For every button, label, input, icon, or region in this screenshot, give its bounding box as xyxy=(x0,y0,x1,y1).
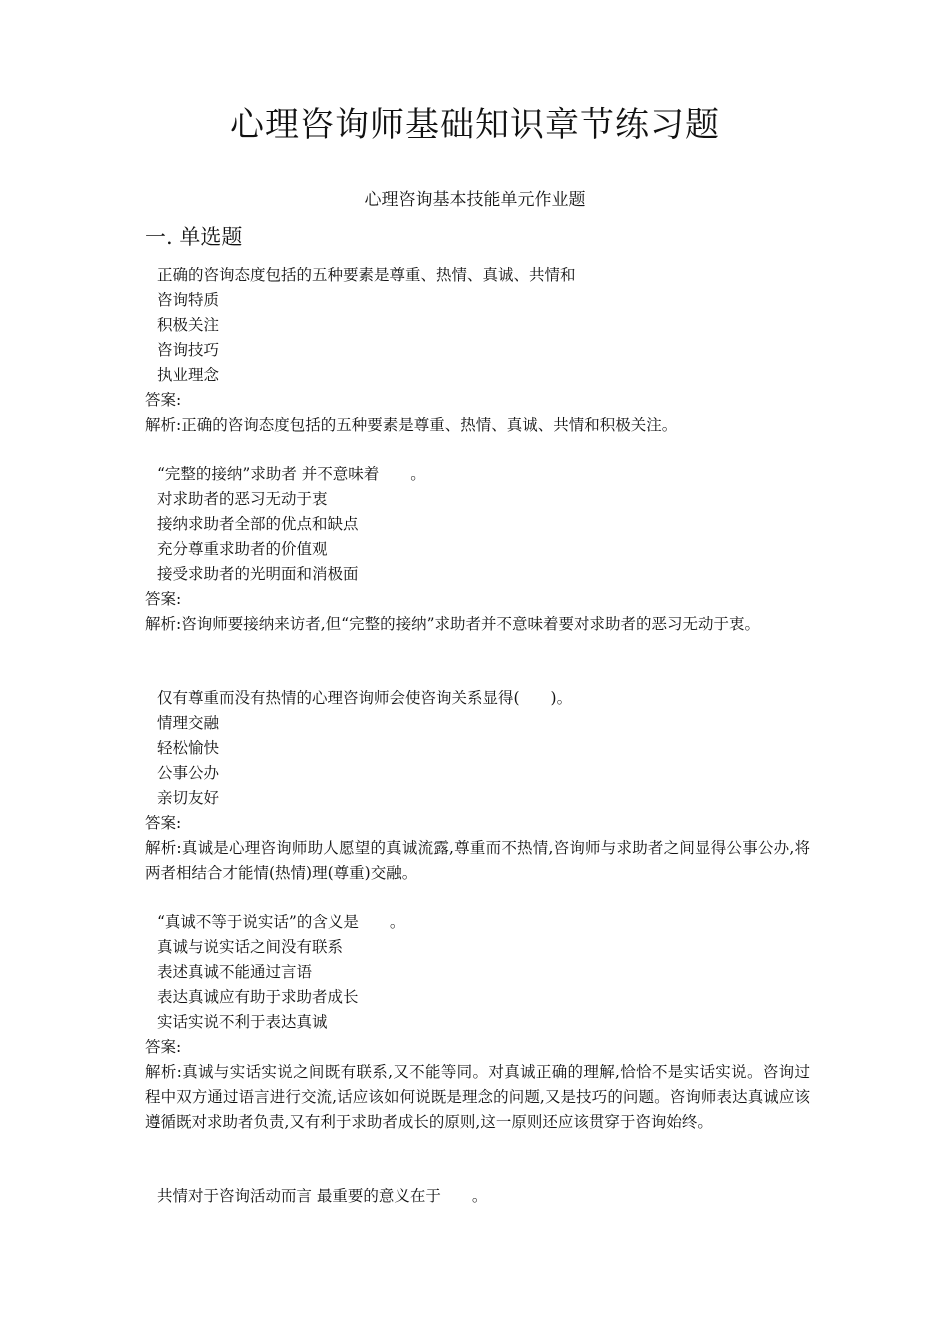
option-b: 轻松愉快 xyxy=(157,739,220,757)
option-a: 情理交融 xyxy=(157,714,220,732)
option-a: 咨询特质 xyxy=(157,291,220,309)
explanation: 解析:咨询师要接纳来访者,但“完整的接纳”求助者并不意味着要对求助者的恶习无动于衷。 xyxy=(145,615,761,633)
explanation: 解析:正确的咨询态度包括的五种要素是尊重、热情、真诚、共情和积极关注。 xyxy=(145,416,678,434)
option-b: 积极关注 xyxy=(157,316,220,334)
option-c: 充分尊重求助者的价值观 xyxy=(157,540,328,558)
question-3 xyxy=(0,686,950,886)
option-a: 真诚与说实话之间没有联系 xyxy=(157,938,344,956)
option-b: 接纳求助者全部的优点和缺点 xyxy=(157,515,359,533)
explanation: 解析:真诚是心理咨询师助人愿望的真诚流露,尊重而不热情,咨询师与求助者之间显得公事公办,将两者相结合才能情(热情)理(尊重)交融。 xyxy=(145,839,810,883)
answer-label: 答案: xyxy=(145,1038,182,1056)
section-heading: 一. 单选题 xyxy=(145,225,243,249)
document-subtitle: 心理咨询基本技能单元作业题 xyxy=(364,190,586,210)
question-stem: 共情对于咨询活动而言 最重要的意义在于 。 xyxy=(157,1187,488,1205)
option-d: 执业理念 xyxy=(157,366,220,384)
question-stem: 仅有尊重而没有热情的心理咨询师会使咨询关系显得( )。 xyxy=(157,689,573,707)
option-c: 表达真诚应有助于求助者成长 xyxy=(157,988,359,1006)
option-d: 亲切友好 xyxy=(157,789,220,807)
question-4 xyxy=(0,910,950,1136)
answer-label: 答案: xyxy=(145,391,182,409)
option-c: 公事公办 xyxy=(157,764,220,782)
option-b: 表述真诚不能通过言语 xyxy=(157,963,313,981)
explanation: 解析:真诚与实话实说之间既有联系,又不能等同。对真诚正确的理解,恰恰不是实话实说。咨询过程中双方通过语言进行交流,话应该如何说既是理念的问题,又是技巧的问题。咨询师表达真诚应该遵循既对求助者负责,又有利于求助者成长的原则,这一原则还应该贯穿于咨询始终。 xyxy=(145,1063,810,1132)
option-c: 咨询技巧 xyxy=(157,341,220,359)
option-d: 接受求助者的光明面和消极面 xyxy=(157,565,359,583)
question-1 xyxy=(0,263,950,438)
question-stem: “真诚不等于说实话”的含义是 。 xyxy=(157,913,406,931)
question-5 xyxy=(0,1184,950,1209)
answer-label: 答案: xyxy=(145,590,182,608)
answer-label: 答案: xyxy=(145,814,182,832)
option-d: 实话实说不利于表达真诚 xyxy=(157,1013,328,1031)
option-a: 对求助者的恶习无动于衷 xyxy=(157,490,328,508)
document-title: 心理咨询师基础知识章节练习题 xyxy=(230,105,720,145)
question-2 xyxy=(0,462,950,637)
question-stem: “完整的接纳”求助者 并不意味着 。 xyxy=(157,465,426,483)
question-stem: 正确的咨询态度包括的五种要素是尊重、热情、真诚、共情和 xyxy=(157,266,576,284)
